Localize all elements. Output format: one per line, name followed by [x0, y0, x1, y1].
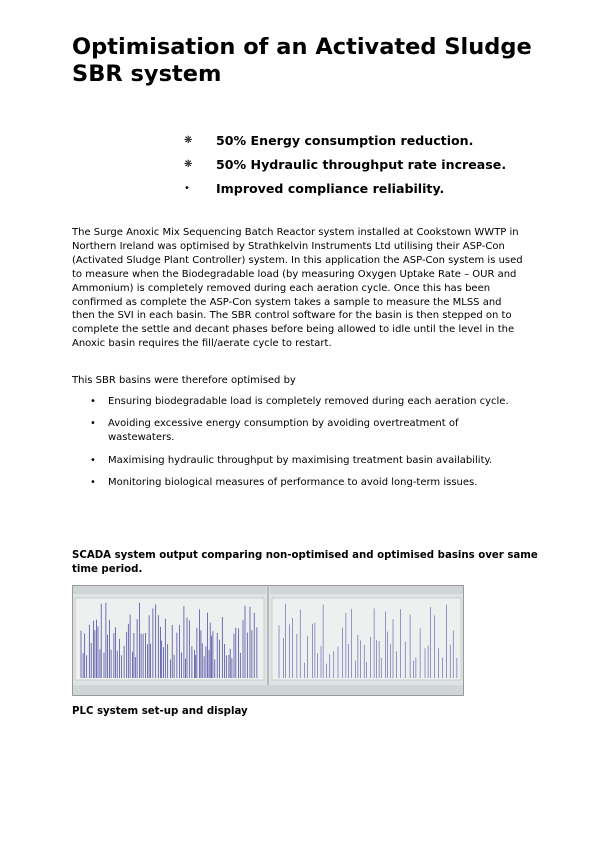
aim-item [90, 454, 528, 468]
bullet-icon: • [90, 476, 96, 488]
bullet-icon: ❋ [184, 159, 193, 170]
scada-screenshot [72, 585, 464, 696]
scada-caption: SCADA system output comparing non-optimised and optimised basins over same time period. [72, 550, 538, 575]
key-benefit-text: 50% Hydraulic throughput rate increase. [216, 157, 507, 172]
bullet-icon: • [90, 396, 96, 407]
page-title: Optimisation of an Activated Sludge SBR system [72, 34, 532, 87]
key-benefit-text: Improved compliance reliability. [216, 181, 445, 196]
aim-text: Ensuring biodegradable load is completely removed during each aeration cycle. [108, 396, 509, 407]
aim-item [90, 476, 528, 490]
bullet-icon: • [90, 418, 96, 430]
key-benefit-item [184, 157, 507, 181]
bullet-icon: • [184, 183, 190, 194]
key-benefit-item [184, 133, 506, 157]
bullet-icon: ❋ [184, 135, 193, 146]
aim-text: Avoiding excessive energy consumption by avoiding overtreatment of wastewaters. [108, 418, 459, 444]
optimisation-aims-list [90, 395, 528, 498]
bullet-icon: • [90, 454, 96, 466]
optimisation-lead: This SBR basins were therefore optimised by [72, 375, 296, 386]
aim-text: Maximising hydraulic throughput by maximising treatment basin availability. [108, 454, 493, 466]
plc-caption: PLC system set-up and display [72, 706, 248, 717]
scada-trend-image [73, 586, 463, 695]
key-benefit-item [184, 181, 506, 205]
aim-item [90, 395, 528, 409]
key-benefit-text: 50% Energy consumption reduction. [216, 133, 474, 148]
key-benefits-list [184, 133, 507, 205]
aim-item [90, 417, 528, 445]
aim-text: Monitoring biological measures of performance to avoid long-term issues. [108, 476, 478, 488]
intro-paragraph: The Surge Anoxic Mix Sequencing Batch Reactor system installed at Cookstown WWTP in Northern Ireland was optimised by Strathkelvin Instruments Ltd utilising their ASP-Con (Activated Sludge Plant Controller) system. In this application the ASP-Con system is used to measure when the Biodegradable load (by measuring Oxygen Uptake Rate – OUR and Ammonium) is completely removed during each aeration cycle. Once this has been confirmed as complete the ASP-Con system takes a sample to measure the MLSS and then the SVI in each basin. The SBR control software for the basin is then stepped on to complete the settle and decant phases before being allowed to idle until the level in the Anoxic basin requires the fill/aerate cycle to restart. [72, 227, 523, 350]
